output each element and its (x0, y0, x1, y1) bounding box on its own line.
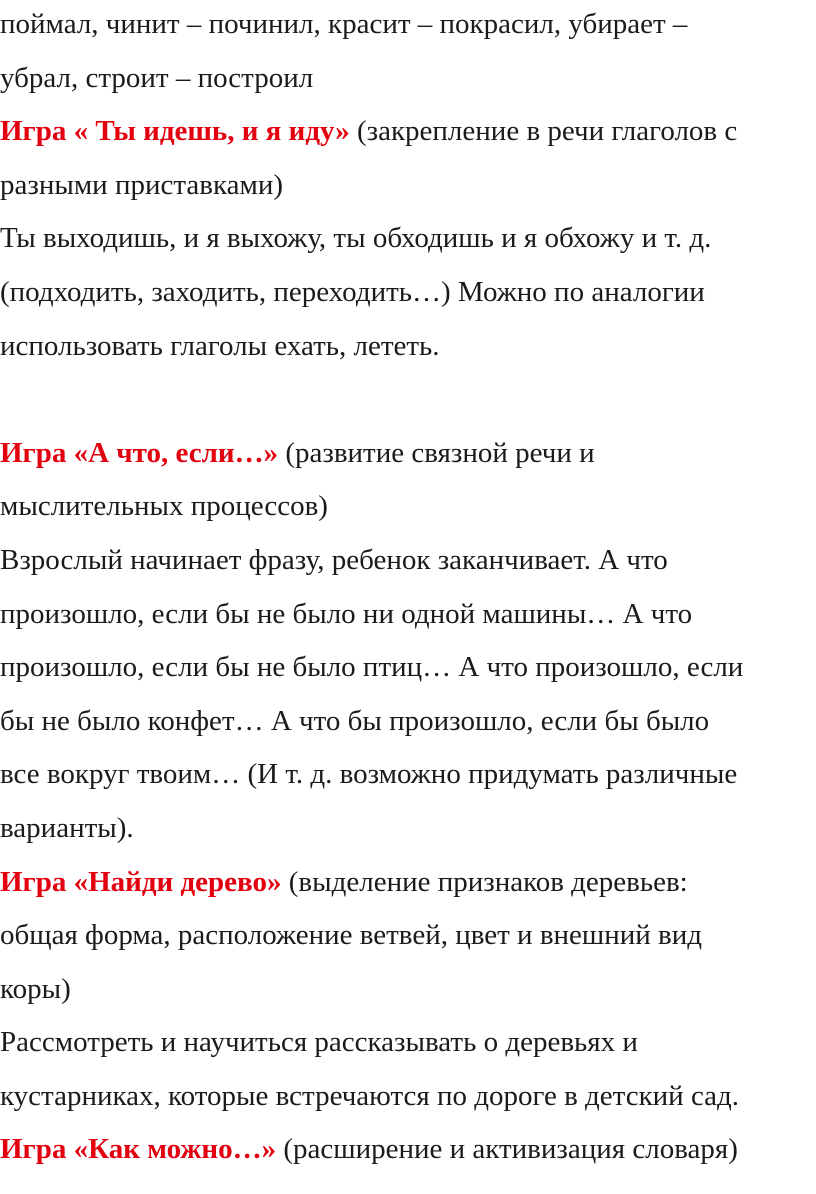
line-text: произошло, если бы не было птиц… А что произошло, если (0, 651, 744, 684)
line-text: общая форма, расположение ветвей, цвет и внешний вид (0, 919, 703, 952)
text-line (0, 909, 816, 963)
line-text: использовать глаголы ехать, лететь. (0, 329, 440, 362)
line-text: кустарниках, которые встречаются по дороге в детский сад. (0, 1079, 740, 1112)
game-heading-line (0, 856, 816, 910)
text-line (0, 963, 816, 1017)
blank-line (0, 373, 816, 427)
line-text: Взрослый начинает фразу, ребенок заканчивает. А что (0, 543, 668, 576)
text-line (0, 480, 816, 534)
text-line (0, 1016, 816, 1070)
text-line (0, 641, 816, 695)
line-text: бы не было конфет… А что бы произошло, если бы было (0, 704, 710, 737)
line-text: коры) (0, 972, 71, 1005)
line-text: разными приставками) (0, 168, 284, 201)
game-title: Игра « Ты идешь, и я иду» (0, 115, 350, 148)
game-title: Игра «А что, если…» (0, 436, 279, 469)
text-line (0, 159, 816, 213)
line-text: мыслительных процессов) (0, 490, 328, 523)
text-line (0, 534, 816, 588)
line-text: Ты выходишь, и я выхожу, ты обходишь и я обхожу и т. д. (0, 222, 712, 255)
game-heading-line (0, 427, 816, 481)
text-line (0, 0, 816, 52)
text-line (0, 802, 816, 856)
game-purpose: (выделение признаков деревьев: (281, 865, 688, 898)
text-line (0, 588, 816, 642)
game-purpose: (развитие связной речи и (278, 436, 595, 469)
text-line (0, 52, 816, 106)
text-line (0, 695, 816, 749)
game-heading-line (0, 1123, 816, 1177)
line-text: Рассмотреть и научиться рассказывать о деревьях и (0, 1026, 638, 1059)
game-title: Игра «Как можно…» (0, 1133, 277, 1166)
line-text: все вокруг твоим… (И т. д. возможно придумать различные (0, 758, 738, 791)
text-line (0, 212, 816, 266)
game-purpose: (закрепление в речи глаголов с (349, 115, 738, 148)
text-line (0, 748, 816, 802)
game-title: Игра «Найди дерево» (0, 865, 282, 898)
game-purpose: (расширение и активизация словаря) (276, 1133, 738, 1166)
line-text: (подходить, заходить, переходить…) Можно по аналогии (0, 275, 705, 308)
text-line (0, 1070, 816, 1124)
game-heading-line (0, 105, 816, 159)
line-text: убрал, строит – построил (0, 61, 314, 94)
line-text: поймал, чинит – починил, красит – покрасил, убирает – (0, 8, 688, 40)
line-text: произошло, если бы не было ни одной машины… А что (0, 597, 693, 630)
line-text: варианты). (0, 811, 134, 844)
text-line (0, 266, 816, 320)
text-line (0, 320, 816, 374)
